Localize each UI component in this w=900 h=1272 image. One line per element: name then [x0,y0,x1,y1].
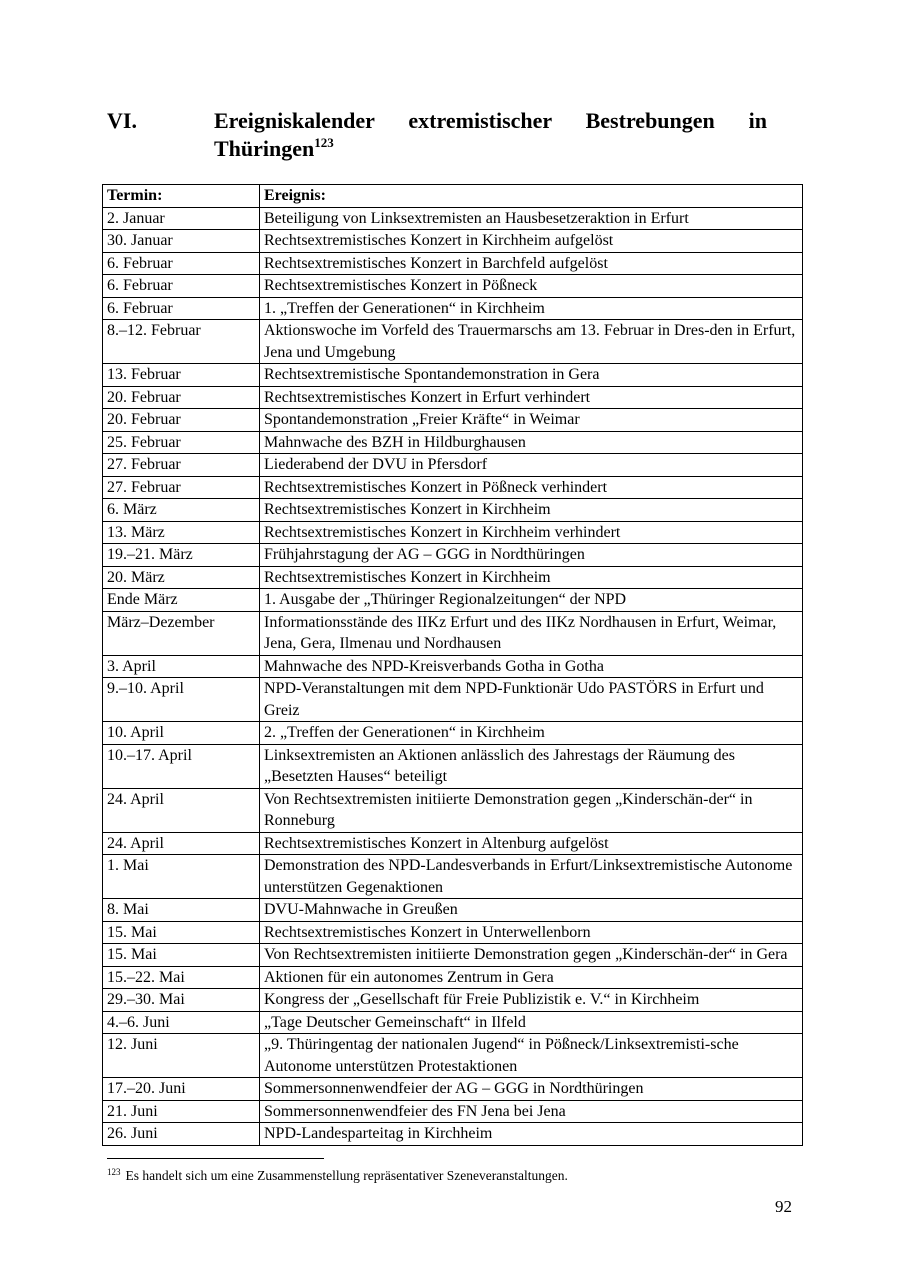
table-row [103,722,803,745]
row-event: Rechtsextremistisches Konzert in Pößneck verhindert [260,476,803,499]
table-row [103,788,803,832]
row-event: Rechtsextremistisches Konzert in Pößneck [260,275,803,298]
table-row [103,1078,803,1101]
row-event: Mahnwache des BZH in Hildburghausen [260,431,803,454]
footnote [107,1167,568,1185]
table-row [103,1100,803,1123]
section-title [214,107,767,163]
table-row [103,499,803,522]
table-row [103,1034,803,1078]
table-row [103,944,803,967]
row-event: Sommersonnenwendfeier der AG – GGG in Nordthüringen [260,1078,803,1101]
row-date: 1. Mai [103,855,260,899]
table-row [103,832,803,855]
table-row [103,207,803,230]
row-date: 27. Februar [103,454,260,477]
footnote-separator [107,1158,324,1159]
row-event: NPD-Veranstaltungen mit dem NPD-Funktionär Udo PASTÖRS in Erfurt und Greiz [260,678,803,722]
row-date: 17.–20. Juni [103,1078,260,1101]
row-event: 1. Ausgabe der „Thüringer Regionalzeitungen“ der NPD [260,589,803,612]
table-body [103,207,803,1145]
table-row [103,386,803,409]
row-event: „Tage Deutscher Gemeinschaft“ in Ilfeld [260,1011,803,1034]
table-row [103,899,803,922]
row-event: Mahnwache des NPD-Kreisverbands Gotha in Gotha [260,655,803,678]
row-event: Aktionen für ein autonomes Zentrum in Gera [260,966,803,989]
row-date: 13. März [103,521,260,544]
row-date: Ende März [103,589,260,612]
row-event: „9. Thüringentag der nationalen Jugend“ in Pößneck/Linksextremisti-sche Autonome unterstützen Protestaktionen [260,1034,803,1078]
table-row [103,454,803,477]
row-event: Beteiligung von Linksextremisten an Hausbesetzeraktion in Erfurt [260,207,803,230]
table-row [103,521,803,544]
row-event: 1. „Treffen der Generationen“ in Kirchheim [260,297,803,320]
row-date: 25. Februar [103,431,260,454]
section-number: VI. [107,108,137,133]
row-event: Liederabend der DVU in Pfersdorf [260,454,803,477]
table-row [103,611,803,655]
table-row [103,409,803,432]
row-date: 20. März [103,566,260,589]
table-row [103,476,803,499]
header-event: Ereignis: [260,185,803,208]
row-date: März–Dezember [103,611,260,655]
row-date: 8. Mai [103,899,260,922]
row-event: Rechtsextremistisches Konzert in Kirchheim verhindert [260,521,803,544]
row-date: 30. Januar [103,230,260,253]
row-date: 24. April [103,788,260,832]
row-date: 15.–22. Mai [103,966,260,989]
row-event: Demonstration des NPD-Landesverbands in Erfurt/Linksextremistische Autonome unterstützen Gegenaktionen [260,855,803,899]
row-date: 29.–30. Mai [103,989,260,1012]
row-event: 2. „Treffen der Generationen“ in Kirchheim [260,722,803,745]
table-row [103,989,803,1012]
footnote-number: 123 [107,1167,121,1177]
row-event: Von Rechtsextremisten initiierte Demonstration gegen „Kinderschän-der“ in Ronneburg [260,788,803,832]
section-heading [107,107,767,163]
row-date: 6. März [103,499,260,522]
row-event: Linksextremisten an Aktionen anlässlich des Jahrestags der Räumung des „Besetzten Hauses“ beteiligt [260,744,803,788]
row-date: 27. Februar [103,476,260,499]
table-row [103,921,803,944]
table-header-row [103,185,803,208]
table-row [103,364,803,387]
row-date: 6. Februar [103,297,260,320]
footnote-text: Es handelt sich um eine Zusammenstellung repräsentativer Szeneveranstaltungen. [125,1168,568,1183]
table-row [103,275,803,298]
row-event: NPD-Landesparteitag in Kirchheim [260,1123,803,1146]
row-event: Kongress der „Gesellschaft für Freie Publizistik e. V.“ in Kirchheim [260,989,803,1012]
row-event: Rechtsextremistische Spontandemonstration in Gera [260,364,803,387]
row-event: Rechtsextremistisches Konzert in Altenburg aufgelöst [260,832,803,855]
row-date: 24. April [103,832,260,855]
table-row [103,431,803,454]
row-event: Rechtsextremistisches Konzert in Kirchheim [260,499,803,522]
row-event: Aktionswoche im Vorfeld des Trauermarschs am 13. Februar in Dres-den in Erfurt, Jena und Umgebung [260,320,803,364]
table-row [103,320,803,364]
row-event: Von Rechtsextremisten initiierte Demonstration gegen „Kinderschän-der“ in Gera [260,944,803,967]
row-date: 4.–6. Juni [103,1011,260,1034]
row-event: Rechtsextremistisches Konzert in Erfurt verhindert [260,386,803,409]
row-date: 9.–10. April [103,678,260,722]
page-number: 92 [775,1197,792,1216]
row-date: 10.–17. April [103,744,260,788]
row-date: 10. April [103,722,260,745]
row-date: 6. Februar [103,275,260,298]
table-row [103,589,803,612]
row-date: 20. Februar [103,386,260,409]
table-row [103,252,803,275]
table-row [103,655,803,678]
row-date: 21. Juni [103,1100,260,1123]
footnote-reference[interactable]: 123 [314,135,334,150]
header-date: Termin: [103,185,260,208]
table-row [103,855,803,899]
row-date: 20. Februar [103,409,260,432]
row-date: 26. Juni [103,1123,260,1146]
row-date: 2. Januar [103,207,260,230]
row-date: 15. Mai [103,944,260,967]
table-row [103,966,803,989]
row-event: Informationsstände des IIKz Erfurt und des IIKz Nordhausen in Erfurt, Weimar, Jena, Gera, Ilmenau und Nordhausen [260,611,803,655]
table-row [103,1011,803,1034]
table-row [103,1123,803,1146]
row-date: 6. Februar [103,252,260,275]
table-row [103,566,803,589]
table-row [103,297,803,320]
table-row [103,230,803,253]
row-event: DVU-Mahnwache in Greußen [260,899,803,922]
section-title-text: Ereigniskalender extremistischer Bestrebungen in Thüringen [214,108,767,161]
row-event: Sommersonnenwendfeier des FN Jena bei Jena [260,1100,803,1123]
row-date: 19.–21. März [103,544,260,567]
row-event: Rechtsextremistisches Konzert in Kirchheim aufgelöst [260,230,803,253]
table-row [103,678,803,722]
row-event: Rechtsextremistisches Konzert in Kirchheim [260,566,803,589]
row-event: Frühjahrstagung der AG – GGG in Nordthüringen [260,544,803,567]
event-calendar-table [102,184,803,1146]
row-date: 12. Juni [103,1034,260,1078]
table-row [103,744,803,788]
row-date: 8.–12. Februar [103,320,260,364]
row-date: 15. Mai [103,921,260,944]
row-event: Rechtsextremistisches Konzert in Barchfeld aufgelöst [260,252,803,275]
row-date: 3. April [103,655,260,678]
row-date: 13. Februar [103,364,260,387]
row-event: Spontandemonstration „Freier Kräfte“ in Weimar [260,409,803,432]
table-row [103,544,803,567]
row-event: Rechtsextremistisches Konzert in Unterwellenborn [260,921,803,944]
